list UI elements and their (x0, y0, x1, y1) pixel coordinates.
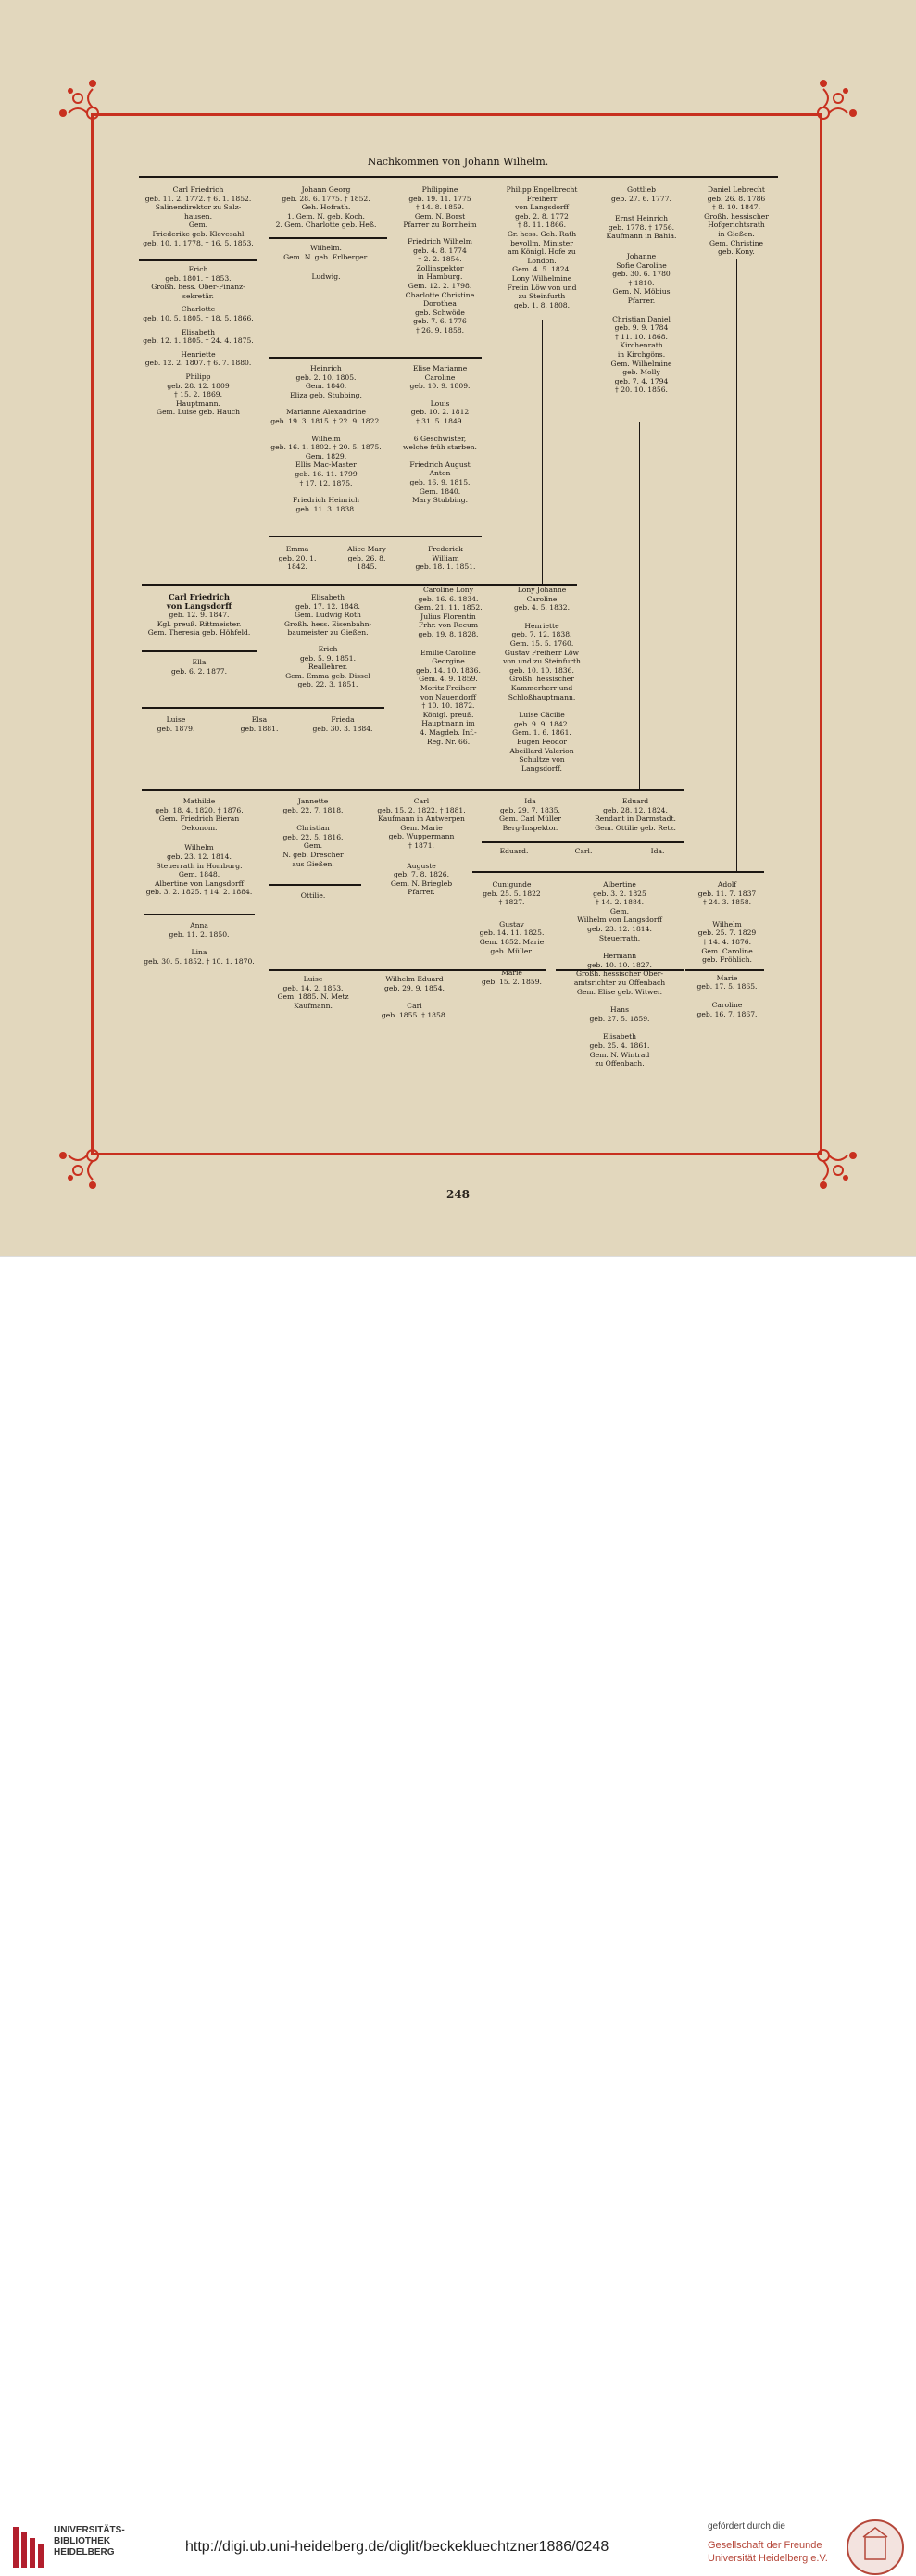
entry-text: Emma geb. 20. 1. 1842. (278, 545, 317, 572)
entry-text: Eduard. (499, 847, 529, 855)
children-friedrich-wilhelm (389, 364, 491, 510)
entry-text: Wilhelm geb. 25. 7. 1829 † 14. 4. 1876. Gem. Caroline geb. Fröhlich. (697, 919, 757, 965)
entry-text: Frieda geb. 30. 3. 1884. (312, 715, 373, 733)
rule (142, 650, 257, 652)
entry-albertine-hermann (556, 880, 684, 1073)
entry-text: Frederick William geb. 18. 1. 1851. (415, 545, 476, 572)
entry-text: Caroline Lony geb. 16. 6. 1834. Gem. 21. 11. 1852. Julius Florentin Frhr. von Recum geb. 19. 8. 1828. (414, 586, 483, 638)
entry-text: Auguste geb. 7. 8. 1826. Gem. N. Briegleb Pfarrer. (390, 861, 453, 897)
entry-text: Anna geb. 11. 2. 1850. (169, 921, 230, 939)
page-number: 248 (445, 1188, 471, 1201)
entry-carl-auguste (366, 797, 477, 902)
entry-text: Johanne Sofie Caroline geb. 30. 6. 1780 † 1810. Gem. N. Möbius Pfarrer. (612, 251, 671, 305)
entry-text: Carl. (574, 847, 593, 855)
entry-text: Daniel Lebrecht geb. 26. 8. 1786 † 8. 10. 1847. Großh. hessischer Hofgerichtsrath in Gießen. Gem. Christine geb. Kony. (704, 185, 769, 257)
entry-frieda (301, 715, 384, 738)
funded-by-label: gefördert durch die (708, 2521, 785, 2532)
entry-ida-child (630, 847, 685, 861)
rule (472, 871, 764, 873)
entry-text: Erich geb. 5. 9. 1851. Reallehrer. Gem. Emma geb. Dissel geb. 22. 3. 1851. (285, 644, 370, 689)
entry-text: Christian Daniel geb. 9. 9. 1784 † 11. 10. 1868. Kirchenrath in Kirchgöns. Gem. Wilhelmine geb. Molly geb. 7. 4. 1794 † 20. 10. 1856. (610, 314, 672, 395)
children-wilhelm (263, 364, 389, 518)
entry-text: Elsa geb. 1881. (240, 715, 279, 733)
entry-text: Eduard geb. 28. 12. 1824. Rendant in Darmstadt. Gem. Ottilie geb. Retz. (595, 797, 676, 832)
entry-text: Elisabeth geb. 17. 12. 1848. Gem. Ludwig Roth Großh. hess. Eisenbahn- baumeister zu Gießen. (283, 593, 372, 638)
entry-text: Luise geb. 1879. (157, 715, 195, 733)
entry-text: Carl Friedrich geb. 11. 2. 1772. † 6. 1. 1852. Salinendirektor zu Salz- hausen. Gem. Friederike geb. Klevesahl geb. 10. 1. 1778. † 16. 5. 1853. (143, 185, 254, 247)
entry-text: Friedrich August Anton geb. 16. 9. 1815. Gem. 1840. Mary Stubbing. (409, 460, 471, 505)
entry-text: Ida geb. 29. 7. 1835. Gem. Carl Müller Berg-Inspektor. (498, 797, 562, 832)
entry-text: Ernst Heinrich geb. 1778. † 1756. Kaufmann in Bahia. (606, 214, 677, 241)
university-seal-icon (845, 2519, 906, 2576)
connector-line (639, 422, 640, 789)
entry-philipp-engelbrecht (491, 185, 593, 314)
rule (269, 536, 482, 537)
entry-text: Jannette geb. 22. 7. 1818. (282, 797, 344, 814)
entry-luise-b (267, 975, 359, 1015)
rule (482, 841, 684, 843)
entry-lony-henriette-luise (491, 586, 593, 777)
rule (269, 237, 387, 239)
entry-text: Johann Georg geb. 28. 6. 1775. † 1852. Geh. Hofrath. 1. Gem. N. geb. Koch. 2. Gem. Charlotte geb. Heß. (275, 185, 377, 230)
entry-text: Friedrich Heinrich geb. 11. 3. 1838. (293, 496, 359, 513)
entry-johann-georg (263, 185, 389, 234)
entry-daniel-lebrecht (690, 185, 783, 261)
entry-text: Wilhelm geb. 23. 12. 1814. Steuerrath in Homburg. Gem. 1848. Albertine von Langsdorff geb. 3. 2. 1825. † 14. 2. 1884. (145, 843, 253, 897)
entry-text: Carl geb. 15. 2. 1822. † 1881. Kaufmann in Antwerpen Gem. Marie geb. Wuppermann † 1871. (377, 797, 466, 850)
entry-eduard-child (482, 847, 546, 861)
entry-caroline-emilie (398, 586, 498, 751)
entry-text: Albertine geb. 3. 2. 1825 † 14. 2. 1884. Gem. Wilhelm von Langsdorff geb. 23. 12. 1814. Steuerrath. (577, 880, 662, 942)
rule-generation-2b (142, 789, 684, 791)
entry-text: Wilhelm Eduard geb. 29. 9. 1854. (384, 975, 445, 992)
entry-text: Heinrich geb. 2. 10. 1805. Gem. 1840. Eliza geb. Stubbing. (290, 364, 362, 399)
entry-adolf-wilhelm (685, 880, 769, 1023)
page-title: Nachkommen von Johann Wilhelm. (367, 156, 549, 168)
entry-text: Erich geb. 1801. † 1853. Großh. hess. Ober-Finanz- sekretär. (151, 265, 245, 300)
entry-luise (139, 715, 213, 738)
entry-text: Philipp Engelbrecht Freiherr von Langsdorff geb. 2. 8. 1772 † 8. 11. 1866. Gr. hess. Geh. Rath bevollm. Minister am Königl. Hofe zu London. Gem. 4. 5. 1824. Lony Wilhelmine Freiin Löw von und zu Steinfurth geb. 1. 8. 1808. (506, 185, 578, 309)
library-logo-icon (11, 2523, 48, 2571)
corner-ornament-top-left (57, 78, 122, 143)
entry-text: Louis geb. 10. 2. 1812 † 31. 5. 1849. (410, 398, 470, 425)
entry-carl-friedrich-von-langsdorff (139, 593, 259, 642)
entry-text: Hans geb. 27. 5. 1859. (589, 1005, 650, 1023)
entry-text: Marie geb. 15. 2. 1859. (482, 968, 542, 986)
entry-text: Henriette geb. 12. 2. 1807. † 6. 7. 1880. (144, 349, 252, 368)
rule (269, 884, 361, 886)
entry-text: Alice Mary geb. 26. 8. 1845. (347, 545, 386, 572)
entry-emma (267, 545, 328, 576)
entry-text: Carl geb. 1855. † 1858. (381, 1002, 448, 1019)
corner-ornament-bottom-left (57, 1126, 122, 1191)
entry-philippine-friedrich-wilhelm (389, 185, 491, 340)
entry-elsa (232, 715, 287, 738)
scanned-page (0, 0, 916, 1256)
entry-ida (482, 797, 579, 837)
entry-text: Luise geb. 14. 2. 1853. Gem. 1885. N. Metz Kaufmann. (277, 975, 349, 1010)
entry-text: Ottilie. (300, 891, 326, 900)
entry-text: Wilhelm. Gem. N. geb. Erlberger. (283, 244, 369, 261)
entry-cunigunde-gustav (468, 880, 556, 991)
entry-text: Emilie Caroline Georgine geb. 14. 10. 1836. Gem. 4. 9. 1859. Moritz Freiherr von Nauendorff † 10. 10. 1872. Königl. preuß. Hauptmann im 4. Magdeb. Inf.- Reg. Nr. 66. (416, 648, 481, 746)
entry-text: Caroline geb. 16. 7. 1867. (696, 1000, 758, 1018)
connector-line (542, 320, 543, 584)
entry-text: Luise Cäcilie geb. 9. 9. 1842. Gem. 1. 6. 1861. Eugen Feodor Abeillard Valerion Schultze von Langsdorff. (509, 711, 574, 773)
entry-text: Christian geb. 22. 5. 1816. Gem. N. geb. Drescher aus Gießen. (282, 824, 344, 868)
rule (139, 259, 257, 261)
entry-elisabeth-erich (263, 593, 393, 694)
entry-name: Carl Friedrich von Langsdorff (166, 592, 232, 611)
library-name: UNIVERSITÄTS- BIBLIOTHEK HEIDELBERG (54, 2525, 125, 2557)
entry-text: Henriette geb. 7. 12. 1838. Gem. 15. 5. 1760. Gustav Freiherr Löw von und zu Steinfurth geb. 10. 10. 1836. Großh. hessischer Kammerherr und Schloßhauptmann. (503, 621, 581, 701)
corner-ornament-top-right (794, 78, 859, 143)
entry-text: Wilhelm geb. 16. 1. 1802. † 20. 5. 1875. Gem. 1829. Ellis Mac-Master geb. 16. 11. 1799 † 17. 12. 1875. (270, 434, 382, 487)
entry-jannette-christian (267, 797, 359, 873)
entry-text: Lina geb. 30. 5. 1852. † 10. 1. 1870. (144, 948, 255, 966)
entry-wilhelm-eduard (366, 975, 463, 1024)
entry-text: Elisabeth geb. 12. 1. 1805. † 24. 4. 1875. (143, 327, 254, 346)
entry-text: geb. 12. 9. 1847. Kgl. preuß. Rittmeister. Gem. Theresia geb. Höhfeld. (147, 611, 251, 638)
entry-text: Cunigunde geb. 25. 5. 1822 † 1827. (483, 880, 541, 907)
rule (144, 914, 255, 915)
entry-text: Ida. (650, 847, 665, 855)
entry-frederick-william (404, 545, 487, 576)
children-carl-friedrich (139, 265, 257, 422)
children-johann-georg (263, 244, 389, 286)
rule-generation-1 (139, 176, 778, 178)
entry-text: Lony Johanne Caroline geb. 4. 5. 1832. (513, 586, 571, 612)
entry-text: Gottlieb geb. 27. 6. 1777. (611, 185, 671, 203)
entry-ella (139, 658, 259, 680)
entry-text: Philipp geb. 28. 12. 1809 † 15. 2. 1869. Hauptmann. Gem. Luise geb. Hauch (157, 372, 240, 417)
entry-eduard (579, 797, 692, 837)
entry-gottlieb-group (593, 185, 690, 399)
corner-ornament-bottom-right (794, 1126, 859, 1191)
children-wilhelm-b1 (139, 921, 259, 970)
entry-carl-child (556, 847, 611, 861)
rule (142, 707, 384, 709)
entry-carl-friedrich (139, 185, 257, 252)
entry-text: Elise Marianne Caroline geb. 10. 9. 1809. (409, 364, 471, 391)
connector-line (736, 259, 737, 871)
entry-text: Ludwig. (311, 272, 341, 282)
source-url-link[interactable]: http://digi.ub.uni-heidelberg.de/diglit/beckekluechtzner1886/0248 (185, 2539, 609, 2555)
entry-text: Hermann geb. 10. 10. 1827. Großh. hessischer Ober- amtsrichter zu Offenbach Gem. Elise geb. Witwer. (573, 952, 666, 996)
entry-text: Friedrich Wilhelm geb. 4. 8. 1774 † 2. 2. 1854. Zollinspektor in Hamburg. Gem. 12. 2. 1798. Charlotte Christine Dorothea geb. Schwöde geb. 7. 6. 1776 † 26. 9. 1858. (405, 236, 475, 335)
entry-text: Charlotte geb. 10. 5. 1805. † 18. 5. 1866. (143, 305, 254, 322)
entry-text: Mathilde geb. 18. 4. 1820. † 1876. Gem. Friedrich Bieran Oekonom. (155, 797, 244, 832)
entry-text: Gustav geb. 14. 11. 1825. Gem. 1852. Marie geb. Müller. (479, 919, 545, 955)
entry-alice-mary (330, 545, 404, 576)
entry-text: Elisabeth geb. 25. 4. 1861. Gem. N. Wintrad zu Offenbach. (589, 1032, 650, 1068)
entry-text: Marie geb. 17. 5. 1865. (696, 973, 758, 991)
society-name: Gesellschaft der Freunde Universität Heidelberg e.V. (708, 2540, 828, 2564)
entry-text: Marianne Alexandrine geb. 19. 3. 1815. † 22. 9. 1822. (270, 408, 382, 425)
rule (269, 357, 482, 359)
entry-text: Adolf geb. 11. 7. 1837 † 24. 3. 1858. (697, 880, 757, 907)
entry-ottilie (267, 891, 359, 905)
footer-bar (0, 1256, 916, 2564)
entry-mathilde-wilhelm (139, 797, 259, 902)
entry-text: Ella geb. 6. 2. 1877. (170, 658, 228, 676)
entry-text: 6 Geschwister, welche früh starben. (403, 434, 477, 452)
entry-text: Philippine geb. 19. 11. 1775 † 14. 8. 1859. Gem. N. Borst Pfarrer zu Bornheim (403, 185, 477, 230)
